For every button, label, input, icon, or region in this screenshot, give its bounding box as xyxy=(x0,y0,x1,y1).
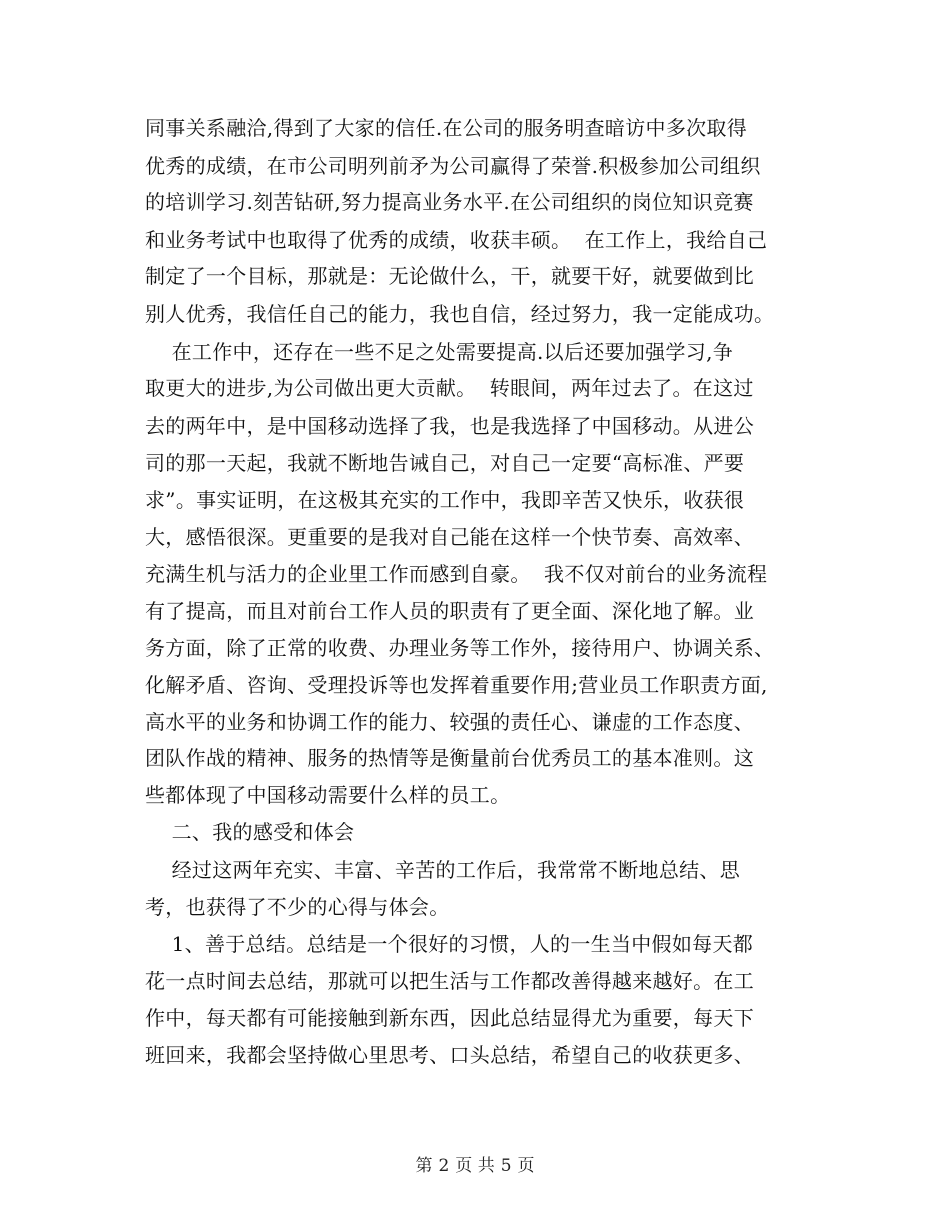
body-text-line: 经过这两年充实、丰富、辛苦的工作后，我常常不断地总结、思 xyxy=(145,858,741,882)
body-text-line: 在工作中，还存在一些不足之处需要提高.以后还要加强学习,争 xyxy=(145,340,734,364)
body-text-line: 充满生机与活力的企业里工作而感到自豪。 我不仅对前台的业务流程 xyxy=(145,562,768,586)
body-text-line: 有了提高，而且对前台工作人员的职责有了更全面、深化地了解。业 xyxy=(145,599,754,623)
body-text-line: 高水平的业务和协调工作的能力、较强的责任心、谦虚的工作态度、 xyxy=(145,710,754,734)
body-text-line: 作中，每天都有可能接触到新东西，因此总结显得尤为重要，每天下 xyxy=(145,1006,754,1030)
body-text-line: 花一点时间去总结，那就可以把生活与工作都改善得越来越好。在工 xyxy=(145,969,754,993)
body-text-line: 考，也获得了不少的心得与体会。 xyxy=(145,895,450,919)
body-text-line: 别人优秀，我信任自己的能力，我也自信，经过努力，我一定能成功。 xyxy=(145,302,775,326)
body-text-line: 求”。事实证明，在这极其充实的工作中，我即辛苦又快乐，收获很 xyxy=(145,488,745,512)
section-heading: 二、我的感受和体会 xyxy=(145,820,355,844)
footer-prefix: 第 xyxy=(415,1156,433,1176)
body-text-line: 务方面，除了正常的收费、办理业务等工作外，接待用户、协调关系、 xyxy=(145,636,775,660)
body-text-line: 1、善于总结。总结是一个很好的习惯，人的一生当中假如每天都 xyxy=(145,932,754,956)
footer-total-pages: 5 xyxy=(500,1156,512,1176)
page-footer xyxy=(0,1155,950,1177)
body-text-line: 团队作战的精神、服务的热情等是衡量前台优秀员工的基本准则。这 xyxy=(145,746,754,770)
body-text-line: 去的两年中，是中国移动选择了我，也是我选择了中国移动。从进公 xyxy=(145,414,754,438)
body-text-line: 司的那一天起，我就不断地告诫自己，对自己一定要“高标准、严要 xyxy=(145,451,745,475)
body-text-line: 和业务考试中也取得了优秀的成绩，收获丰硕。 在工作上，我给自己 xyxy=(145,228,768,252)
body-text-line: 些都体现了中国移动需要什么样的员工。 xyxy=(145,783,511,807)
body-text-line: 班回来，我都会坚持做心里思考、口头总结，希望自己的收获更多、 xyxy=(145,1043,754,1067)
footer-suffix: 页 xyxy=(517,1156,535,1176)
body-text-line: 制定了一个目标，那就是：无论做什么，干，就要干好，就要做到比 xyxy=(145,264,754,288)
body-text-line: 的培训学习.刻苦钻研,努力提高业务水平.在公司组织的岗位知识竞赛 xyxy=(145,190,754,214)
body-text-line: 大，感悟很深。更重要的是我对自己能在这样一个快节奏、高效率、 xyxy=(145,525,754,549)
body-text-line: 同事关系融洽,得到了大家的信任.在公司的服务明查暗访中多次取得 xyxy=(145,116,748,140)
body-text-line: 优秀的成绩，在市公司明列前矛为公司赢得了荣誉.积极参加公司组织 xyxy=(145,154,761,178)
body-text-line: 取更大的进步,为公司做出更大贡献。 转眼间，两年过去了。在这过 xyxy=(145,376,754,400)
footer-middle: 页 共 xyxy=(455,1156,495,1176)
footer-page-number: 2 xyxy=(438,1156,450,1176)
body-text-line: 化解矛盾、咨询、受理投诉等也发挥着重要作用;营业员工作职责方面, xyxy=(145,673,768,697)
